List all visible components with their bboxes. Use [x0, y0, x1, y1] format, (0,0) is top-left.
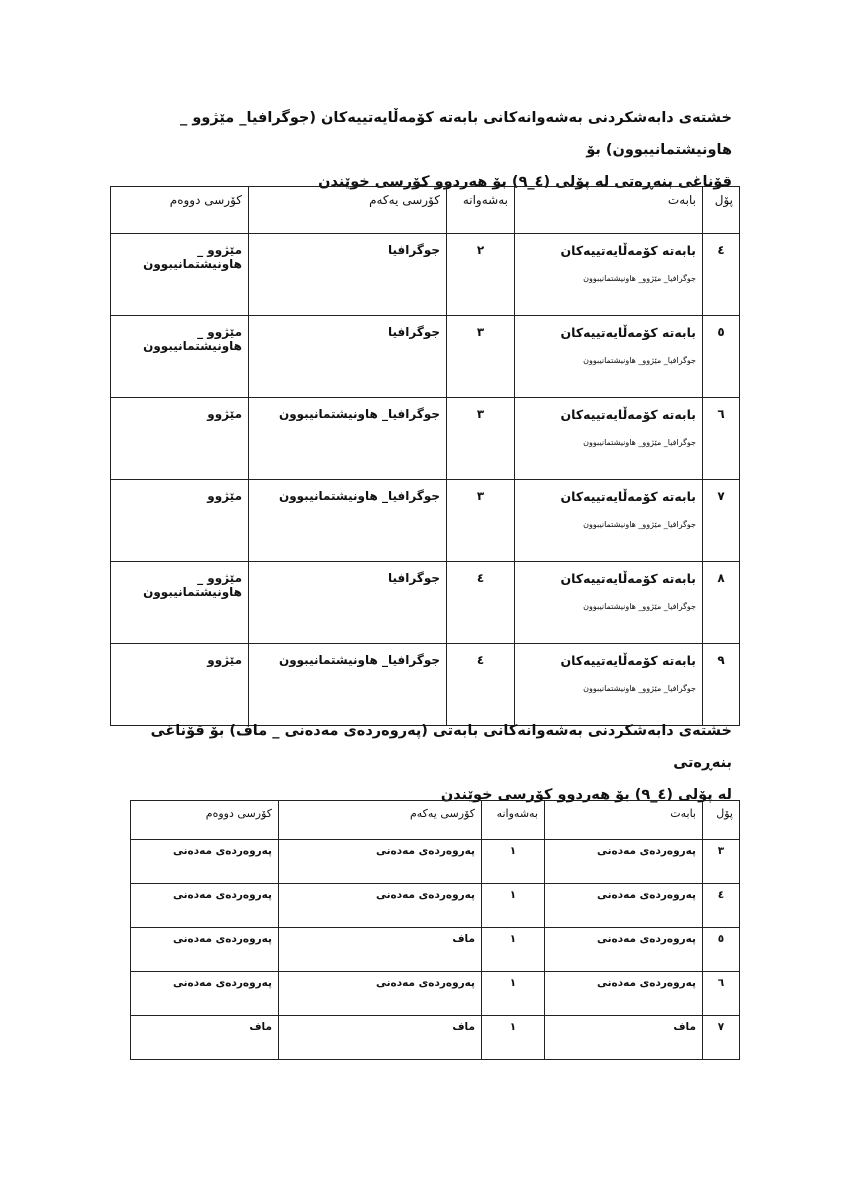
cell-subject — [515, 644, 703, 726]
cell-course1: ماف — [279, 928, 482, 972]
cell-subject-title: بابەتە کۆمەڵایەتییەکان — [560, 407, 696, 422]
cell-course1: جوگرافیا — [249, 316, 447, 398]
cell-periods: ١ — [482, 840, 545, 884]
cell-grade: ٩ — [703, 644, 740, 726]
cell-course2: پەروەردەی مەدەنی — [131, 972, 279, 1016]
cell-periods: ٢ — [447, 234, 515, 316]
cell-periods: ٣ — [447, 398, 515, 480]
table-row — [111, 234, 740, 316]
header-course2: کۆرسی دووەم — [111, 187, 249, 234]
table-row — [131, 1016, 740, 1060]
cell-periods: ٤ — [447, 644, 515, 726]
header-grade: پۆل — [703, 187, 740, 234]
cell-subject: پەروەردەی مەدەنی — [545, 840, 703, 884]
header-subject: بابەت — [515, 187, 703, 234]
cell-periods: ١ — [482, 972, 545, 1016]
table-row — [131, 972, 740, 1016]
cell-grade: ٤ — [703, 234, 740, 316]
cell-periods: ٤ — [447, 562, 515, 644]
header-course1: کۆرسی یەکەم — [249, 187, 447, 234]
cell-course1: جوگرافیا_ هاونیشتمانیبوون — [249, 398, 447, 480]
header-periods: بەشەوانە — [447, 187, 515, 234]
cell-subject-title: بابەتە کۆمەڵایەتییەکان — [560, 243, 696, 258]
table-row — [131, 928, 740, 972]
cell-subject: ماف — [545, 1016, 703, 1060]
cell-periods: ١ — [482, 1016, 545, 1060]
cell-grade: ٦ — [703, 398, 740, 480]
table-header-row — [111, 187, 740, 234]
table-row — [111, 316, 740, 398]
civic-education-heading-line1: خشتەی دابەشکردنی بەشەوانەکانی بابەتی (پەروەردەی مەدەنی _ ماف) بۆ قۆناغی بنەڕەتی — [150, 723, 732, 771]
cell-subject: پەروەردەی مەدەنی — [545, 884, 703, 928]
cell-course2: پەروەردەی مەدەنی — [131, 884, 279, 928]
cell-grade: ٧ — [703, 1016, 740, 1060]
cell-grade: ٨ — [703, 562, 740, 644]
cell-grade: ٧ — [703, 480, 740, 562]
cell-periods: ١ — [482, 884, 545, 928]
cell-course1: پەروەردەی مەدەنی — [279, 972, 482, 1016]
cell-grade: ٥ — [703, 928, 740, 972]
cell-subject — [515, 316, 703, 398]
cell-course2: مێژوو _ هاونیشتمانیبوون — [111, 562, 249, 644]
social-studies-table — [110, 186, 740, 726]
cell-grade: ٤ — [703, 884, 740, 928]
cell-grade: ٣ — [703, 840, 740, 884]
table-row — [131, 840, 740, 884]
cell-course1: جوگرافیا_ هاونیشتمانیبوون — [249, 644, 447, 726]
cell-subject — [515, 480, 703, 562]
table-header-row — [131, 801, 740, 840]
cell-course1: پەروەردەی مەدەنی — [279, 884, 482, 928]
cell-periods: ٣ — [447, 480, 515, 562]
cell-course2: مێژوو — [111, 398, 249, 480]
cell-course1: جوگرافیا — [249, 562, 447, 644]
table-row — [131, 884, 740, 928]
cell-course2: مێژوو _ هاونیشتمانیبوون — [111, 234, 249, 316]
cell-subject-title: بابەتە کۆمەڵایەتییەکان — [560, 325, 696, 340]
table-row — [111, 480, 740, 562]
civic-education-heading — [92, 715, 732, 811]
social-studies-heading — [92, 102, 732, 198]
cell-subject-detail: جوگرافیا_ مێژوو_ هاونیشتمانیبوون — [583, 438, 696, 447]
cell-course2: پەروەردەی مەدەنی — [131, 928, 279, 972]
cell-subject-title: بابەتە کۆمەڵایەتییەکان — [560, 653, 696, 668]
cell-course2: ماف — [131, 1016, 279, 1060]
cell-subject-detail: جوگرافیا_ مێژوو_ هاونیشتمانیبوون — [583, 520, 696, 529]
cell-subject-detail: جوگرافیا_ مێژوو_ هاونیشتمانیبوون — [583, 274, 696, 283]
social-studies-heading-line2: قۆناغی بنەڕەتی لە پۆلی (٤_٩) بۆ هەردوو کۆرسی خوێندن — [318, 174, 732, 190]
cell-subject-title: بابەتە کۆمەڵایەتییەکان — [560, 489, 696, 504]
cell-subject-title: بابەتە کۆمەڵایەتییەکان — [560, 571, 696, 586]
cell-course2: مێژوو — [111, 644, 249, 726]
header-course1: کۆرسی یەکەم — [279, 801, 482, 840]
table-row — [111, 398, 740, 480]
cell-course1: ماف — [279, 1016, 482, 1060]
cell-grade: ٦ — [703, 972, 740, 1016]
cell-subject — [515, 562, 703, 644]
table-row — [111, 644, 740, 726]
header-subject: بابەت — [545, 801, 703, 840]
cell-course2: مێژوو _ هاونیشتمانیبوون — [111, 316, 249, 398]
civic-education-table — [130, 800, 740, 1060]
social-studies-heading-line1: خشتەی دابەشکردنی بەشەوانەکانی بابەتە کۆمەڵایەتییەکان (جوگرافیا_ مێژوو _ هاونیشتمانیبوون) بۆ — [180, 110, 732, 158]
cell-subject: پەروەردەی مەدەنی — [545, 972, 703, 1016]
cell-subject — [515, 234, 703, 316]
cell-subject-detail: جوگرافیا_ مێژوو_ هاونیشتمانیبوون — [583, 684, 696, 693]
cell-course2: مێژوو — [111, 480, 249, 562]
table-row — [111, 562, 740, 644]
cell-periods: ١ — [482, 928, 545, 972]
cell-course1: جوگرافیا_ هاونیشتمانیبوون — [249, 480, 447, 562]
cell-course2: پەروەردەی مەدەنی — [131, 840, 279, 884]
cell-periods: ٣ — [447, 316, 515, 398]
civic-education-heading-line2: لە پۆلی (٤_٩) بۆ هەردوو کۆرسی خوێندن — [440, 787, 732, 803]
cell-subject-detail: جوگرافیا_ مێژوو_ هاونیشتمانیبوون — [583, 356, 696, 365]
cell-subject-detail: جوگرافیا_ مێژوو_ هاونیشتمانیبوون — [583, 602, 696, 611]
header-periods: بەشەوانە — [482, 801, 545, 840]
cell-course1: جوگرافیا — [249, 234, 447, 316]
cell-subject — [515, 398, 703, 480]
cell-subject: پەروەردەی مەدەنی — [545, 928, 703, 972]
header-grade: پۆل — [703, 801, 740, 840]
header-course2: کۆرسی دووەم — [131, 801, 279, 840]
cell-course1: پەروەردەی مەدەنی — [279, 840, 482, 884]
cell-grade: ٥ — [703, 316, 740, 398]
